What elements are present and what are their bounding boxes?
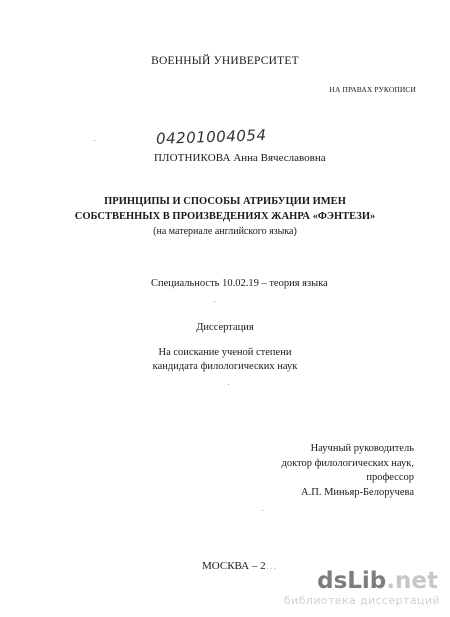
degree-line-1: На соискание ученой степени	[158, 347, 292, 358]
degree-line-2: кандидата филологических наук	[152, 361, 298, 372]
author-given-names: Анна Вячеславовна	[233, 152, 326, 164]
dissertation-title-line-1: ПРИНЦИПЫ И СПОСОБЫ АТРИБУЦИИ ИМЕН	[104, 196, 346, 207]
dslib-logo-text	[317, 568, 438, 592]
scan-speck	[94, 140, 95, 141]
scan-speck	[228, 384, 229, 385]
dslib-watermark-logo	[288, 566, 438, 592]
dissertation-title-line-2: СОБСТВЕННЫХ В ПРОИЗВЕДЕНИЯХ ЖАНРА «ФЭНТЕЗИ»	[74, 211, 376, 222]
city-year-text: МОСКВА – 2	[202, 560, 266, 572]
author-surname: ПЛОТНИКОВА	[154, 152, 231, 164]
work-type: Диссертация	[196, 322, 254, 333]
handwritten-registration-number: 04201004054	[155, 126, 267, 148]
dissertation-subtitle: (на материале английского языка)	[153, 226, 297, 237]
university-name: ВОЕННЫЙ УНИВЕРСИТЕТ	[151, 55, 299, 67]
scan-speck	[262, 510, 263, 511]
supervisor-title: профессор	[366, 472, 414, 483]
supervisor-degree: доктор филологических наук,	[281, 458, 414, 469]
scan-speck	[214, 301, 215, 302]
dslib-watermark-caption: библиотека диссертаций	[283, 594, 440, 607]
dslib-logo-domain: .net	[386, 568, 438, 592]
specialty-line: Специальность 10.02.19 – теория языка	[151, 278, 328, 289]
manuscript-rights-note: НА ПРАВАХ РУКОПИСИ	[329, 85, 416, 94]
city-year-faded-digits: …	[265, 560, 277, 572]
dslib-logo-main: dsLib	[317, 568, 387, 592]
supervisor-role: Научный руководитель	[310, 443, 414, 454]
author-name	[154, 152, 326, 164]
city-year	[202, 560, 277, 572]
supervisor-name: А.П. Миньяр-Белоручева	[301, 487, 414, 498]
